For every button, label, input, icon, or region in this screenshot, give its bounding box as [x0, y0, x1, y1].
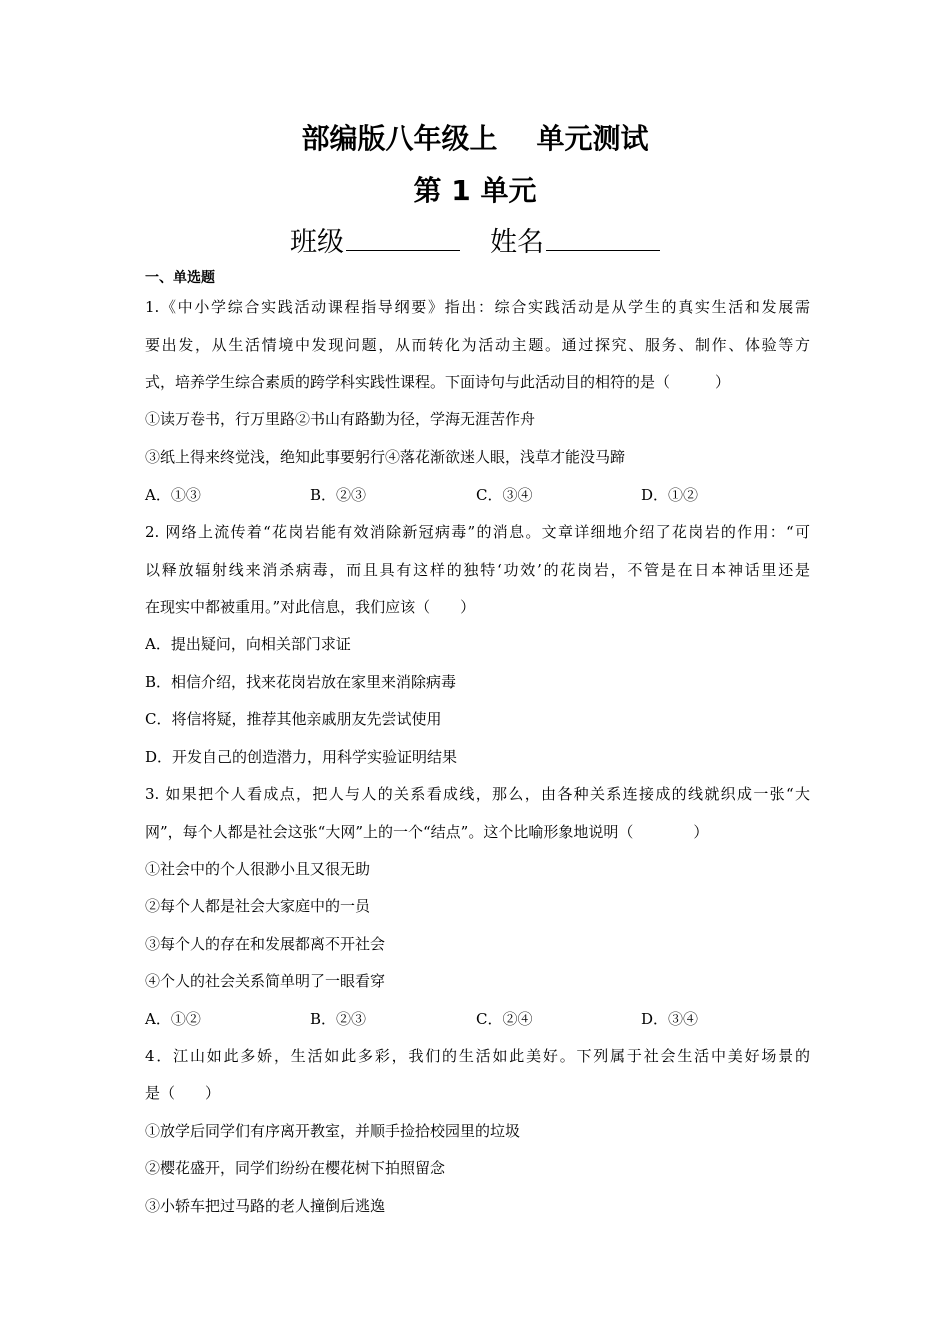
question-1-item: ①读万卷书，行万里路②书山有路勤为径，学海无涯苦作舟	[145, 410, 536, 428]
question-3-item: ③每个人的存在和发展都离不开社会	[145, 935, 386, 953]
question-3-item: ④个人的社会关系简单明了一眼看穿	[145, 972, 386, 990]
section-title: 一、单选题	[145, 270, 215, 286]
question-2-option-b: B．相信介绍，找来花岗岩放在家里来消除病毒	[145, 673, 457, 691]
name-blank	[546, 224, 660, 251]
question-1-stem-line: 1.《中小学综合实践活动课程指导纲要》指出：综合实践活动是从学生的真实生活和发展需	[145, 298, 810, 316]
question-1-item: ③纸上得来终觉浅，绝知此事要躬行④落花渐欲迷人眼，浅草才能没马蹄	[145, 448, 626, 466]
question-3-item: ②每个人都是社会大家庭中的一员	[145, 897, 371, 915]
question-1-option-b: B．②③	[310, 486, 367, 504]
student-info-line	[0, 224, 950, 260]
question-1-stem-line: 要出发，从生活情境中发现问题，从而转化为活动主题。通过探究、服务、制作、体验等方	[145, 336, 810, 354]
question-2-stem-line: 以释放辐射线来消杀病毒，而且具有这样的独特‘功效’的花岗岩，不管是在日本神话里还是	[145, 561, 810, 579]
question-3-stem-line: 3. 如果把个人看成点，把人与人的关系看成线，那么，由各种关系连接成的线就织成一张“大	[145, 785, 810, 803]
unit-subtitle: 第 1 单元	[413, 174, 537, 207]
class-blank	[346, 224, 460, 251]
question-4-item: ①放学后同学们有序离开教室，并顺手捡拾校园里的垃圾	[145, 1122, 521, 1140]
question-4-stem-line: 是（ ）	[145, 1084, 221, 1102]
question-1-option-d: D．①②	[641, 486, 699, 504]
page-title: 部编版八年级上 单元测试	[301, 122, 649, 155]
question-4-stem-line: 4．江山如此多娇，生活如此多彩，我们的生活如此美好。下列属于社会生活中美好场景的	[145, 1047, 810, 1065]
question-3-option-d: D．③④	[641, 1010, 699, 1028]
question-4-item: ③小轿车把过马路的老人撞倒后逃逸	[145, 1197, 386, 1215]
question-4-item: ②樱花盛开，同学们纷纷在樱花树下拍照留念	[145, 1159, 446, 1177]
question-2-option-c: C．将信将疑，推荐其他亲戚朋友先尝试使用	[145, 710, 442, 728]
class-label: 班级	[290, 227, 344, 258]
question-3-option-a: A．①②	[145, 1010, 201, 1028]
question-1-option-c: C．③④	[476, 486, 533, 504]
question-2-stem-line: 在现实中都被重用。”对此信息，我们应该（ ）	[145, 598, 476, 616]
question-3-item: ①社会中的个人很渺小且又很无助	[145, 860, 371, 878]
question-2-stem-line: 2. 网络上流传着“花岗岩能有效消除新冠病毒”的消息。文章详细地介绍了花岗岩的作用：“可	[145, 523, 810, 541]
question-3-option-c: C．②④	[476, 1010, 533, 1028]
question-3-stem-line: 网”，每个人都是社会这张“大网”上的一个“结点”。这个比喻形象地说明（ ）	[145, 823, 709, 841]
question-1-option-a: A．①③	[145, 486, 201, 504]
question-2-option-a: A．提出疑问，向相关部门求证	[145, 635, 351, 653]
question-3-option-b: B．②③	[310, 1010, 367, 1028]
question-1-stem-line: 式，培养学生综合素质的跨学科实践性课程。下面诗句与此活动目的相符的是（ ）	[145, 373, 731, 391]
question-2-option-d: D．开发自己的创造潜力，用科学实验证明结果	[145, 748, 458, 766]
name-label: 姓名	[490, 227, 544, 258]
